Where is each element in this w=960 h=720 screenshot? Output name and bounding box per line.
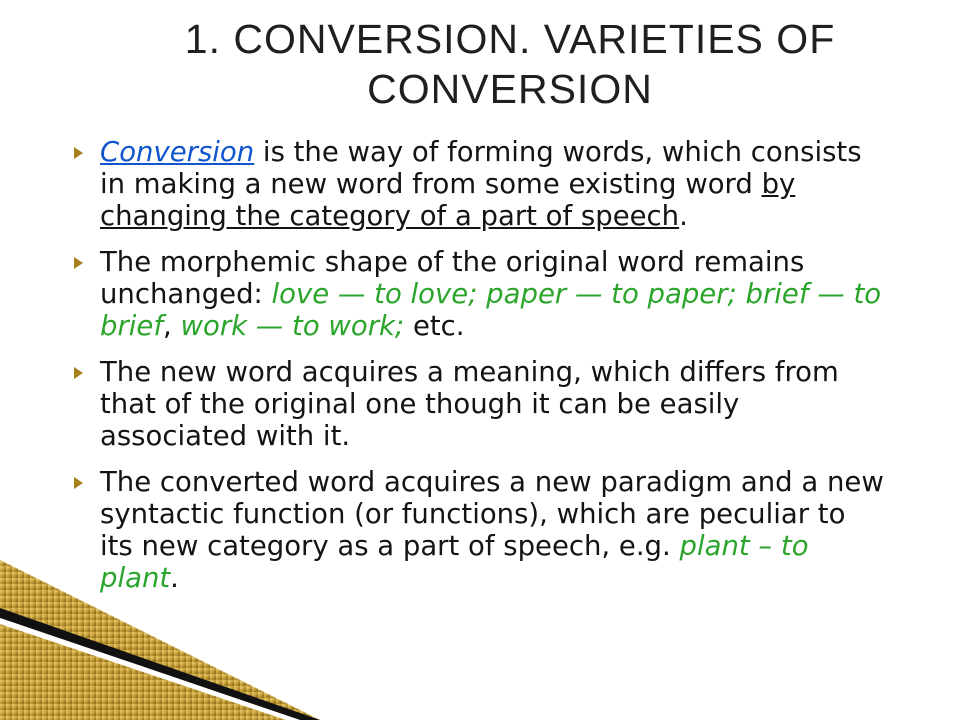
bullet-item-3	[74, 356, 884, 452]
bullet-item-2	[74, 246, 884, 342]
arrow-bullet-icon	[74, 367, 83, 379]
example-words: love — to love; paper — to paper; brief — to brief	[100, 278, 882, 342]
example-words: work — to work;	[180, 310, 405, 342]
bullet-text: is the way of forming words, which consists in making a new word from some existing word	[100, 136, 862, 200]
gold-corner-decoration	[0, 560, 320, 720]
arrow-bullet-icon	[74, 257, 83, 269]
arrow-bullet-icon	[74, 477, 83, 489]
bullet-text: .	[170, 562, 179, 594]
slide-title: 1. CONVERSION. VARIETIES OF CONVERSION	[184, 16, 836, 112]
arrow-bullet-icon	[74, 147, 83, 159]
bullet-list	[74, 136, 884, 608]
bullet-text: The converted word acquires a new paradigm and a new syntactic function (or functions), which are peculiar to its new category as a part of speech, e.g.	[100, 466, 884, 562]
term-conversion-link[interactable]: Conversion	[100, 136, 255, 168]
bullet-text: .	[679, 200, 688, 232]
example-words: plant – to plant	[100, 530, 809, 594]
bullet-text: The morphemic shape of the original word remains unchanged:	[100, 246, 805, 310]
bullet-item-1	[74, 136, 884, 232]
bullet-text: etc.	[404, 310, 465, 342]
bullet-text: The new word acquires a meaning, which differs from that of the original one though it can be easily associated with it.	[100, 356, 839, 452]
underlined-phrase: by changing the category of a part of speech	[100, 168, 796, 232]
bullet-text: ,	[163, 310, 181, 342]
